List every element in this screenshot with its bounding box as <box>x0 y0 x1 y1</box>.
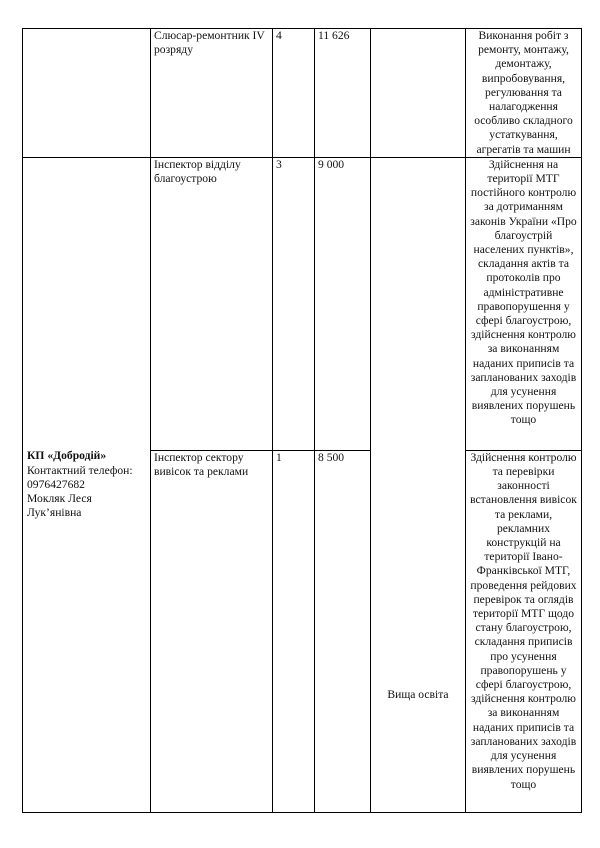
count-cell: 3 <box>273 157 315 450</box>
salary-cell: 9 000 <box>315 157 371 450</box>
education-cell: Вища освіта <box>371 157 466 812</box>
salary-cell: 11 626 <box>315 29 371 158</box>
vacancies-table <box>22 28 582 813</box>
table-row <box>23 157 582 450</box>
position-cell: Слюсар-ремонтник IV розряду <box>151 29 273 158</box>
salary-cell: 8 500 <box>315 450 371 812</box>
table-row <box>23 29 582 158</box>
position-cell: Інспектор відділу благоустрою <box>151 157 273 450</box>
phone-number: 0976427682 <box>27 477 85 491</box>
contact-name-line2: Лук’янівна <box>27 506 82 520</box>
org-cell <box>23 157 151 812</box>
org-cell-empty <box>23 29 151 158</box>
duties-cell: Виконання робіт з ремонту, монтажу, демонтажу, випробовування, регулювання та налагодження особливо складного устаткування, агрегатів та машин <box>466 29 582 158</box>
duties-cell: Здійснення на території МТГ постійного контролю за дотриманням законів України «Про благоустрій населених пунктів», складання актів та протоколів про адміністративне правопорушення у сфері благоустрою, здійснення контролю за виконанням наданих приписів та запланованих заходів для усунення виявлених порушень тощо <box>466 157 582 450</box>
org-name: КП «Добродій» <box>27 449 107 463</box>
contact-name-line1: Мокляк Леся <box>27 491 92 505</box>
phone-label: Контактний телефон: <box>27 463 133 477</box>
duties-cell: Здійснення контролю та перевірки законності встановлення вивісок та реклами, рекламних конструкцій на території Івано-Франківської МТГ, проведення рейдових перевірок та оглядів території МТГ щодо стану благоустрою, складання приписів про усунення правопорушень у сфері благоустрою, здійснення контролю за виконанням наданих приписів та запланованих заходів для усунення виявлених порушень тощо <box>466 450 582 812</box>
count-cell: 1 <box>273 450 315 812</box>
education-cell <box>371 29 466 158</box>
position-cell: Інспектор сектору вивісок та реклами <box>151 450 273 812</box>
count-cell: 4 <box>273 29 315 158</box>
